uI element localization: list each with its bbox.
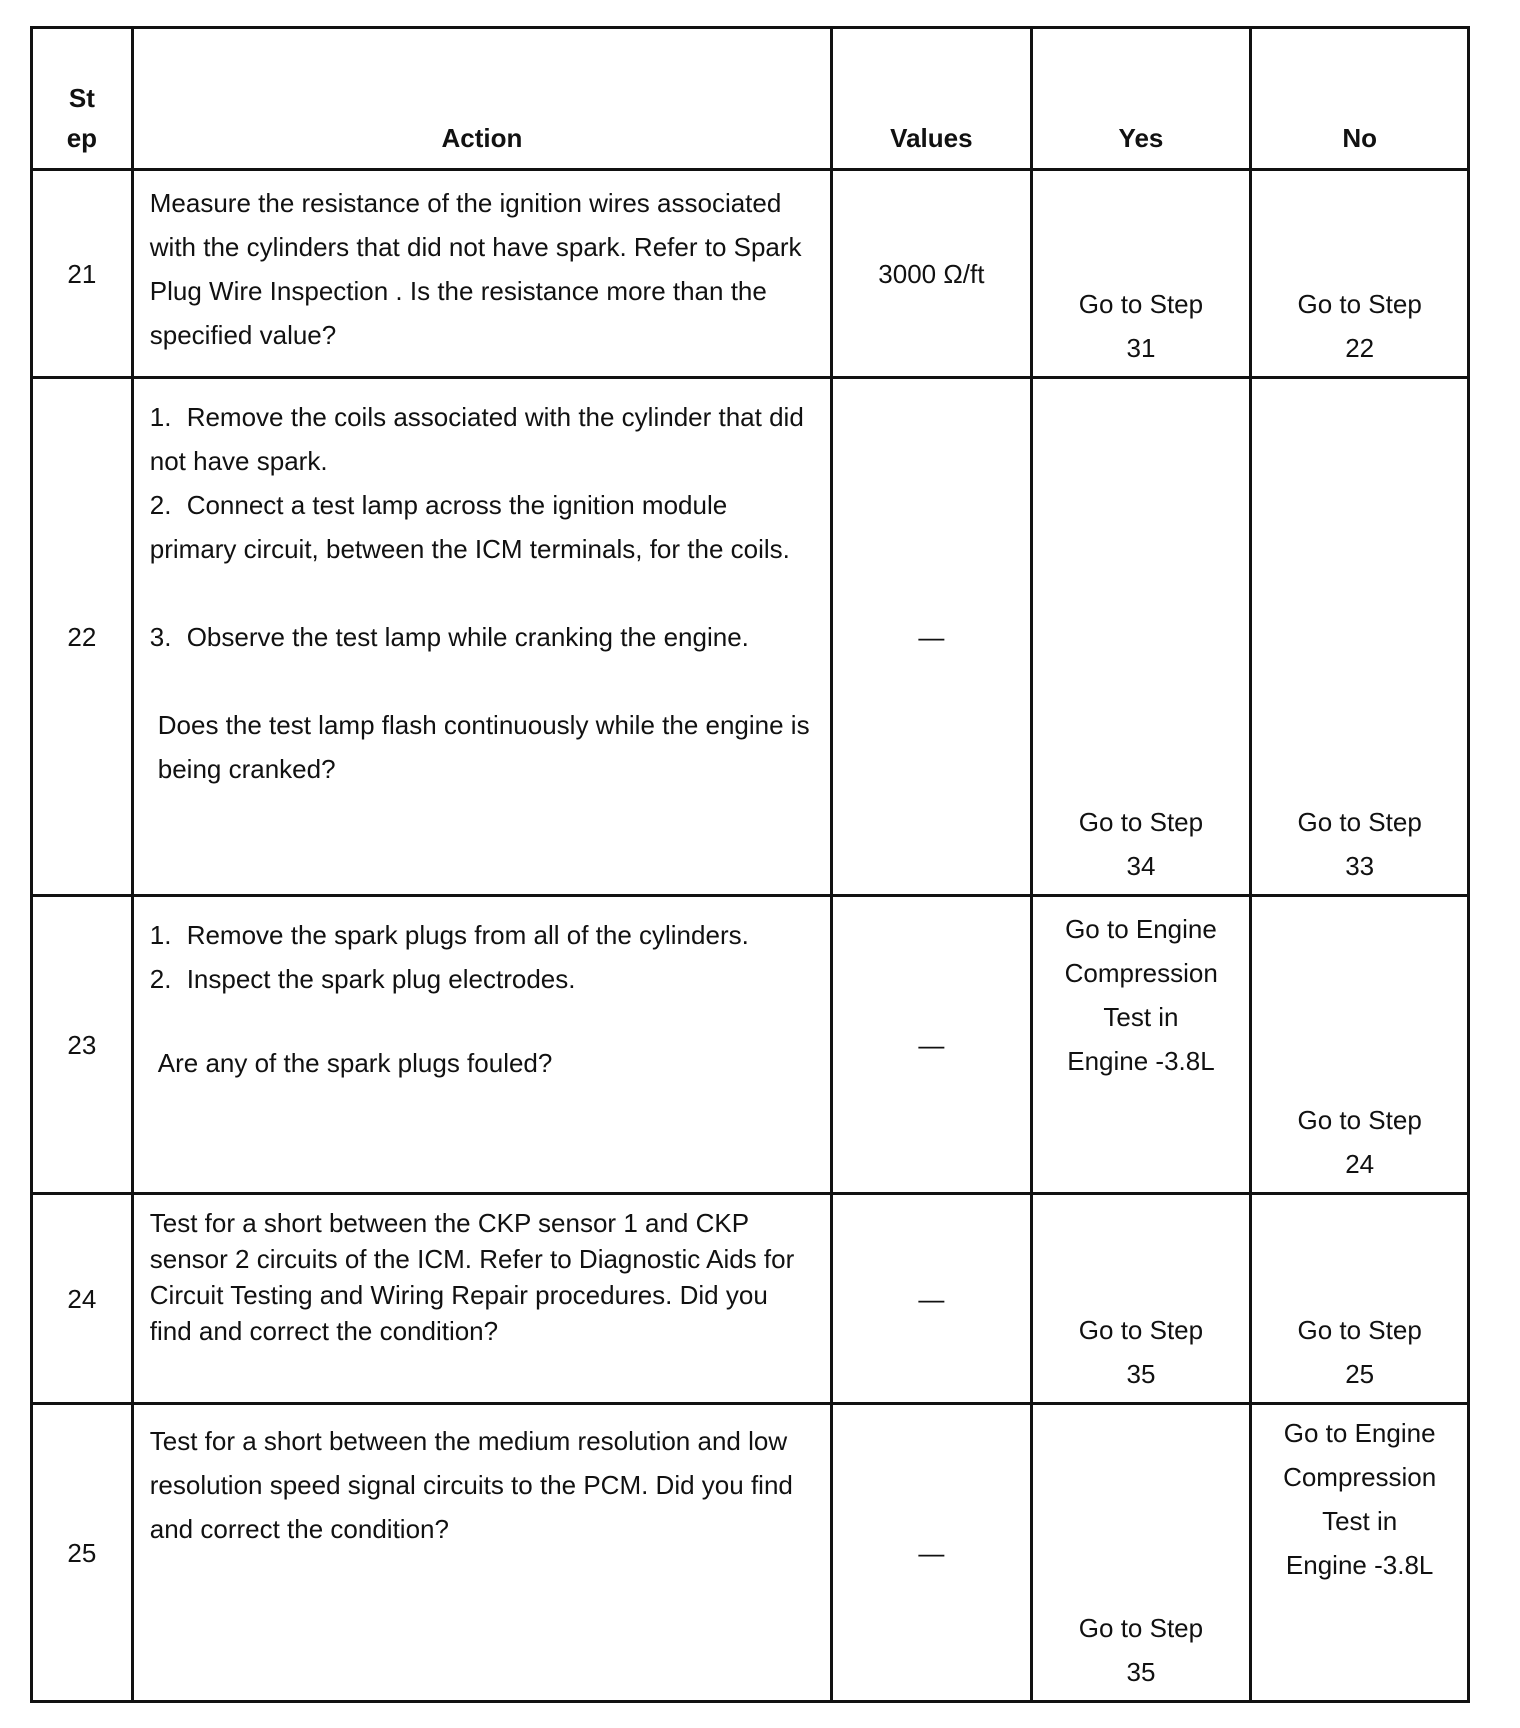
step-number: 21 <box>32 170 133 378</box>
step-number: 24 <box>32 1194 133 1404</box>
step-number: 22 <box>32 378 133 896</box>
table-row <box>32 896 1469 1194</box>
header-step: St ep <box>32 28 133 170</box>
value-cell: — <box>832 896 1032 1194</box>
step-number: 23 <box>32 896 133 1194</box>
action-cell <box>132 170 831 378</box>
no-cell: Go to Step 24 <box>1251 896 1469 1194</box>
action-cell <box>132 378 831 896</box>
header-no: No <box>1251 28 1469 170</box>
no-cell: Go to Step 22 <box>1251 170 1469 378</box>
yes-cell: Go to Engine Compression Test in Engine -3.8L <box>1031 896 1251 1194</box>
question-text: Are any of the spark plugs fouled? <box>157 1048 553 1078</box>
value-cell: — <box>832 1194 1032 1404</box>
no-cell: Go to Step 25 <box>1251 1194 1469 1404</box>
list-item: 2. Connect a test lamp across the ignition module primary circuit, between the ICM terminals, for the coils. <box>149 490 790 564</box>
yes-cell: Go to Step 35 <box>1031 1194 1251 1404</box>
table-row <box>32 170 1469 378</box>
no-cell: Go to Step 33 <box>1251 378 1469 896</box>
action-cell <box>132 896 831 1194</box>
list-item: 1. Remove the coils associated with the cylinder that did not have spark. <box>149 402 804 476</box>
action-cell <box>132 1194 831 1404</box>
yes-cell: Go to Step 34 <box>1031 378 1251 896</box>
diagnostic-table <box>30 26 1470 1703</box>
table-row <box>32 1194 1469 1404</box>
action-text: Test for a short between the CKP sensor 1 and CKP sensor 2 circuits of the ICM. Refer to Diagnostic Aids for Circuit Testing and Wiring Repair procedures. Did you find and correct the condition? <box>149 1208 795 1346</box>
list-item: 3. Observe the test lamp while cranking the engine. <box>149 622 749 652</box>
question-text: Does the test lamp flash continuously while the engine is being cranked? <box>157 710 810 784</box>
list-item: 2. Inspect the spark plug electrodes. <box>149 964 576 994</box>
step-number: 25 <box>32 1404 133 1702</box>
yes-cell: Go to Step 31 <box>1031 170 1251 378</box>
action-text: Test for a short between the medium resolution and low resolution speed signal circuits to the PCM. Did you find and correct the condition? <box>149 1426 793 1544</box>
list-item: 1. Remove the spark plugs from all of the cylinders. <box>149 920 749 950</box>
value-cell: 3000 Ω/ft <box>832 170 1032 378</box>
table-row <box>32 1404 1469 1702</box>
value-cell: — <box>832 378 1032 896</box>
header-row <box>32 28 1469 170</box>
table-row <box>32 378 1469 896</box>
header-action: Action <box>132 28 831 170</box>
no-cell: Go to Engine Compression Test in Engine -3.8L <box>1251 1404 1469 1702</box>
header-yes: Yes <box>1031 28 1251 170</box>
header-values: Values <box>832 28 1032 170</box>
action-cell <box>132 1404 831 1702</box>
yes-cell: Go to Step 35 <box>1031 1404 1251 1702</box>
action-text: Measure the resistance of the ignition wires associated with the cylinders that did not have spark. Refer to Spark Plug Wire Inspection . Is the resistance more than the specified value? <box>149 188 802 350</box>
value-cell: — <box>832 1404 1032 1702</box>
